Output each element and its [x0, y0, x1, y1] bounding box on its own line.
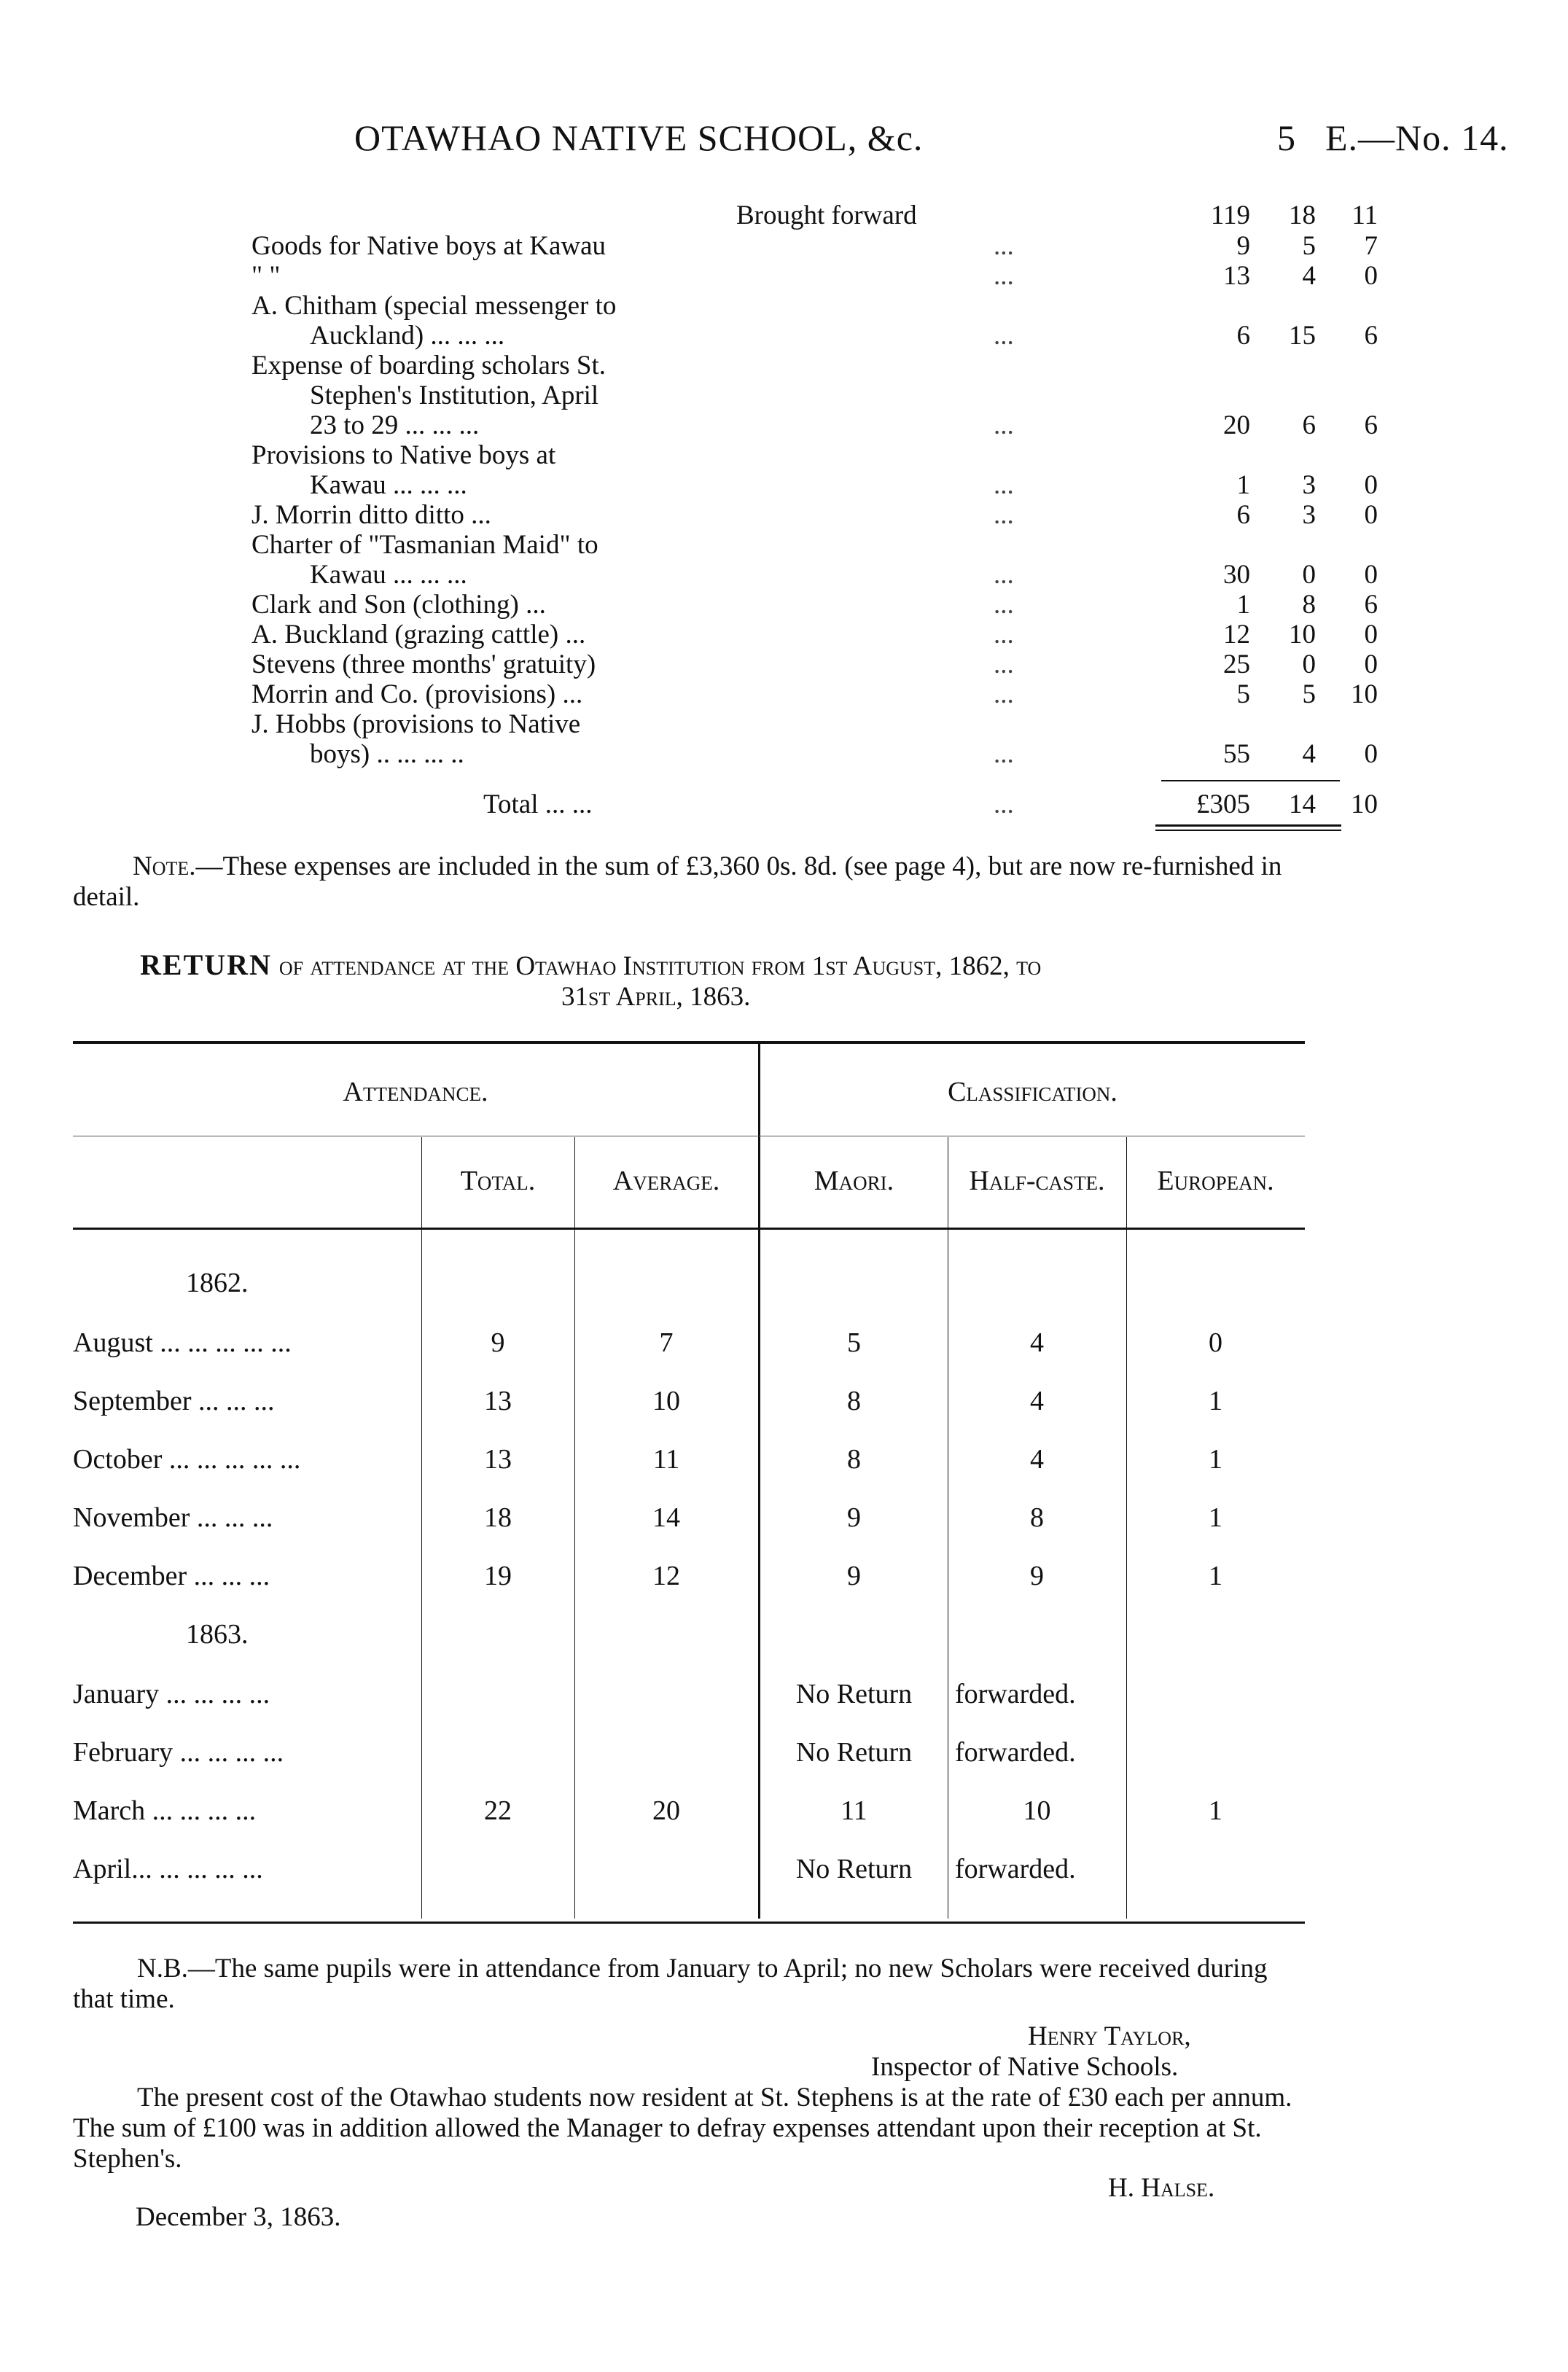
signature-taylor-title: Inspector of Native Schools.	[871, 2052, 1179, 2082]
leader-dots: ...	[994, 321, 1014, 351]
leader-dots: ...	[994, 261, 1014, 291]
amount-pence: 10	[1351, 679, 1378, 709]
amount-pounds: 13	[1223, 261, 1250, 291]
amount-pence: 0	[1364, 620, 1378, 649]
leader-dots: ...	[994, 739, 1014, 769]
amount-pounds: 6	[1236, 321, 1250, 351]
ledger-item-line: Provisions to Native boys at	[251, 440, 556, 470]
amount-pounds: 30	[1223, 560, 1250, 590]
signature-halse: H. Halse.	[1108, 2173, 1215, 2203]
cell-total: 22	[484, 1795, 512, 1826]
note-paragraph	[73, 851, 1298, 913]
ledger-item-line: A. Chitham (special messenger to	[251, 291, 617, 321]
month-label: November ... ... ...	[73, 1502, 273, 1533]
cell-total: 13	[484, 1386, 512, 1416]
brought-forward-label: Brought forward	[736, 200, 917, 230]
cell-maori: No Return	[795, 1679, 913, 1709]
amount-pence: 6	[1364, 590, 1378, 620]
cell-half-caste: 4	[1030, 1327, 1044, 1358]
cell-half-caste: forwarded.	[955, 1679, 1076, 1709]
ledger-item-line: Kawau ... ... ...	[310, 560, 467, 590]
amount-shillings: 0	[1302, 649, 1316, 679]
amount-shillings: 0	[1302, 560, 1316, 590]
col-header-average: Average.	[612, 1166, 720, 1196]
cell-european: 1	[1209, 1795, 1222, 1826]
amount-shillings: 3	[1302, 470, 1316, 500]
subtotal-rule	[1161, 780, 1340, 781]
year-label: 1863.	[186, 1619, 249, 1650]
cell-half-caste: 8	[1030, 1502, 1044, 1533]
total-pounds: £305	[1196, 789, 1250, 819]
year-label: 1862.	[186, 1268, 249, 1298]
cell-average: 12	[652, 1561, 680, 1591]
document-date: December 3, 1863.	[136, 2202, 341, 2232]
cell-average: 14	[652, 1502, 680, 1533]
cell-maori: 9	[847, 1561, 861, 1591]
ledger-item-line: Expense of boarding scholars St.	[251, 351, 606, 381]
ledger-item-line: A. Buckland (grazing cattle) ...	[251, 620, 586, 649]
amount-shillings: 4	[1302, 261, 1316, 291]
cell-maori: 9	[847, 1502, 861, 1533]
cell-european: 1	[1209, 1444, 1222, 1475]
amount-shillings: 6	[1302, 410, 1316, 440]
amount-shillings: 8	[1302, 590, 1316, 620]
ledger-item-line: J. Morrin ditto ditto ...	[251, 500, 491, 530]
month-label: October ... ... ... ... ...	[73, 1444, 301, 1475]
col-divider-european	[1126, 1137, 1127, 1919]
cell-average: 7	[659, 1327, 674, 1358]
group-divider	[758, 1044, 760, 1919]
col-header-total: Total.	[460, 1166, 536, 1196]
amount-pence: 0	[1364, 560, 1378, 590]
amount-pence: 7	[1364, 231, 1378, 261]
col-divider-total	[421, 1137, 422, 1919]
ledger-item-line: Morrin and Co. (provisions) ...	[251, 679, 583, 709]
amount-pence: 0	[1364, 261, 1378, 291]
amount-pounds: 9	[1236, 231, 1250, 261]
return-title	[140, 948, 1041, 982]
cell-half-caste: 4	[1030, 1386, 1044, 1416]
table-top-rule	[73, 1041, 1305, 1044]
cell-average: 11	[652, 1444, 680, 1475]
leader-dots: ...	[994, 590, 1014, 620]
amount-shillings: 3	[1302, 500, 1316, 530]
amount-pounds: 55	[1223, 739, 1250, 769]
cell-european: 1	[1209, 1502, 1222, 1533]
amount-shillings: 18	[1289, 200, 1316, 230]
ledger-item-line: boys) .. ... ... ..	[310, 739, 464, 769]
leader-dots: ...	[994, 649, 1014, 679]
note-label: Note.	[133, 851, 196, 881]
ledger-item-line: Kawau ... ... ...	[310, 470, 467, 500]
cell-european: 1	[1209, 1386, 1222, 1416]
cell-european: 0	[1209, 1327, 1222, 1358]
cell-maori: 8	[847, 1444, 861, 1475]
cell-half-caste: 4	[1030, 1444, 1044, 1475]
cell-total: 13	[484, 1444, 512, 1475]
leader-dots: ...	[994, 679, 1014, 709]
cell-total: 18	[484, 1502, 512, 1533]
ledger-item-line: Goods for Native boys at Kawau	[251, 231, 606, 261]
cell-maori: 11	[840, 1795, 867, 1826]
cell-average: 10	[652, 1386, 680, 1416]
return-title-line2: 31st April, 1863.	[561, 982, 751, 1012]
page-number: 5	[1277, 117, 1296, 158]
ledger-item-line: J. Hobbs (provisions to Native	[251, 709, 581, 739]
col-header-maori: Maori.	[814, 1166, 894, 1196]
return-title-lead: RETURN	[140, 948, 272, 981]
ledger-item-line: Clark and Son (clothing) ...	[251, 590, 546, 620]
amount-shillings: 10	[1289, 620, 1316, 649]
col-header-half-caste: Half-caste.	[969, 1166, 1105, 1196]
leader-dots: ...	[994, 500, 1014, 530]
total-double-rule-top	[1155, 824, 1341, 827]
col-divider-average	[574, 1137, 575, 1919]
cell-half-caste: 9	[1030, 1561, 1044, 1591]
amount-shillings: 15	[1289, 321, 1316, 351]
cell-half-caste: 10	[1023, 1795, 1051, 1826]
leader-dots: ...	[994, 470, 1014, 500]
ledger-item-line: " "	[251, 261, 281, 291]
amount-pence: 6	[1364, 321, 1378, 351]
amount-pounds: 119	[1210, 200, 1250, 230]
amount-pounds: 5	[1236, 679, 1250, 709]
expense-ledger	[251, 193, 1389, 820]
leader-dots: ...	[994, 410, 1014, 440]
ledger-item-line: 23 to 29 ... ... ...	[310, 410, 480, 440]
total-label: Total ... ...	[483, 789, 593, 819]
leader-dots: ...	[994, 620, 1014, 649]
ledger-item-line: Auckland) ... ... ...	[310, 321, 505, 351]
month-label: February ... ... ... ...	[73, 1737, 284, 1768]
total-pence: 10	[1351, 789, 1378, 819]
leader-dots: ...	[994, 560, 1014, 590]
amount-pence: 0	[1364, 470, 1378, 500]
document-reference: E.—No. 14.	[1325, 117, 1509, 158]
cell-average: 20	[652, 1795, 680, 1826]
nb-paragraph: N.B.—The same pupils were in attendance from January to April; no new Scholars were received during that time.	[73, 1954, 1268, 2014]
amount-pounds: 6	[1236, 500, 1250, 530]
amount-shillings: 4	[1302, 739, 1316, 769]
amount-pounds: 25	[1223, 649, 1250, 679]
table-bottom-rule	[73, 1922, 1305, 1924]
return-title-rest: of attendance at the Otawhao Institution from 1st August, 1862, to	[278, 951, 1042, 981]
month-label: January ... ... ... ...	[73, 1679, 270, 1709]
amount-pence: 11	[1351, 200, 1378, 230]
amount-pounds: 1	[1236, 470, 1250, 500]
attendance-group-header: Attendance.	[343, 1077, 488, 1107]
cell-half-caste: forwarded.	[955, 1854, 1076, 1884]
amount-pounds: 20	[1223, 410, 1250, 440]
amount-pence: 0	[1364, 649, 1378, 679]
cell-maori: 8	[847, 1386, 861, 1416]
amount-shillings: 5	[1302, 679, 1316, 709]
total-double-rule-bottom	[1155, 830, 1341, 831]
month-label: December ... ... ...	[73, 1561, 270, 1591]
page-title: OTAWHAO NATIVE SCHOOL, &c.	[354, 117, 924, 158]
cell-maori: No Return	[795, 1854, 913, 1884]
note-text: —These expenses are included in the sum of £3,360 0s. 8d. (see page 4), but are now re-furnished in detail.	[73, 851, 1282, 912]
amount-pounds: 12	[1223, 620, 1250, 649]
amount-pence: 0	[1364, 500, 1378, 530]
col-header-european: European.	[1157, 1166, 1274, 1196]
month-label: September ... ... ...	[73, 1386, 275, 1416]
cell-maori: 5	[847, 1327, 861, 1358]
amount-pence: 6	[1364, 410, 1378, 440]
leader-dots: ...	[994, 231, 1014, 261]
cell-maori: No Return	[795, 1737, 913, 1768]
total-shillings: 14	[1289, 789, 1316, 819]
leader-dots: ...	[994, 789, 1014, 819]
cost-paragraph: The present cost of the Otawhao students now resident at St. Stephens is at the rate of £30 each per annum. The sum of £100 was in addition allowed the Manager to defray expenses attendant upon their reception at St. Stephen's.	[73, 2083, 1292, 2174]
cell-total: 9	[491, 1327, 505, 1358]
classification-group-header: Classification.	[948, 1077, 1118, 1107]
month-label: August ... ... ... ... ...	[73, 1327, 292, 1358]
ledger-item-line: Charter of "Tasmanian Maid" to	[251, 530, 598, 560]
month-label: April... ... ... ... ...	[73, 1854, 263, 1884]
column-header-rule	[73, 1228, 1305, 1230]
amount-shillings: 5	[1302, 231, 1316, 261]
cell-total: 19	[484, 1561, 512, 1591]
month-label: March ... ... ... ...	[73, 1795, 257, 1826]
signature-taylor: Henry Taylor,	[1028, 2021, 1191, 2051]
ledger-item-line: Stephen's Institution, April	[310, 381, 599, 410]
amount-pence: 0	[1364, 739, 1378, 769]
cell-half-caste: forwarded.	[955, 1737, 1076, 1768]
ledger-item-line: Stevens (three months' gratuity)	[251, 649, 596, 679]
cell-european: 1	[1209, 1561, 1222, 1591]
amount-pounds: 1	[1236, 590, 1250, 620]
